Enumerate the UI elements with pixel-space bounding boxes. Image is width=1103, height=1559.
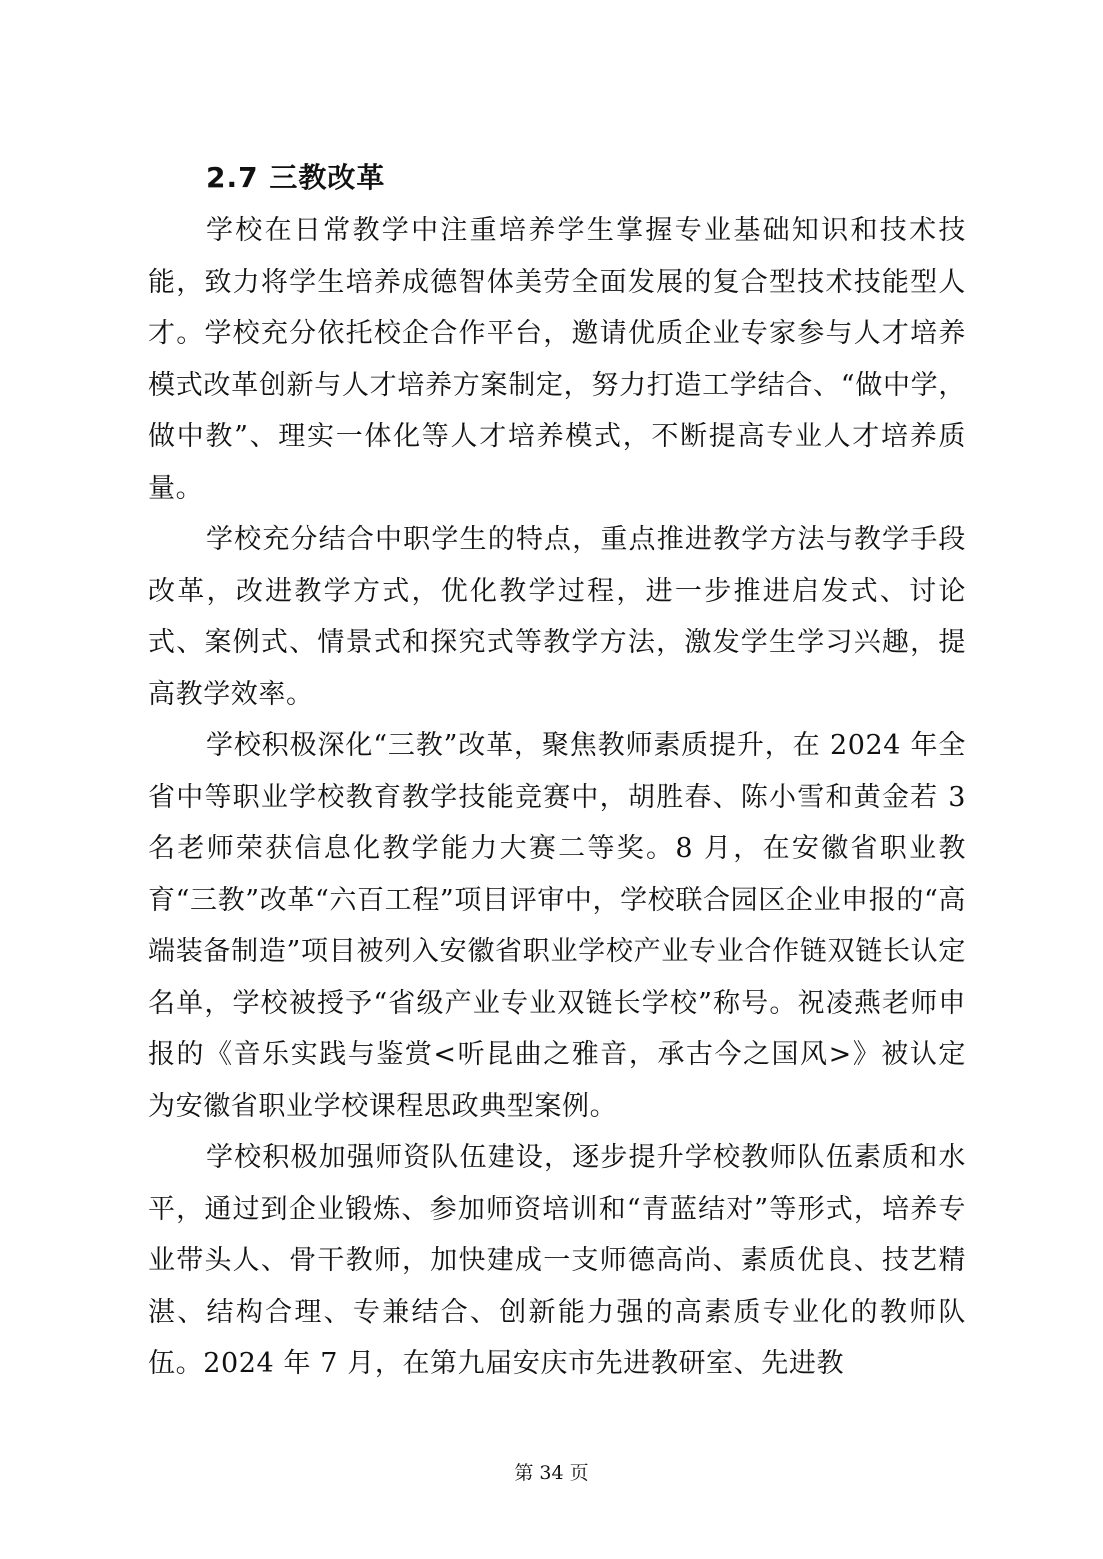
page-number: 第 34 页 bbox=[514, 1462, 589, 1484]
page-content bbox=[148, 155, 966, 1390]
paragraph-1: 学校在日常教学中注重培养学生掌握专业基础知识和技术技能，致力将学生培养成德智体美劳全面发展的复合型技术技能型人才。学校充分依托校企合作平台，邀请优质企业专家参与人才培养模式改革创新与人才培养方案制定，努力打造工学结合、“做中学，做中教”、理实一体化等人才培养模式，不断提高专业人才培养质量。 bbox=[148, 215, 966, 504]
section-heading: 2.7 三教改革 bbox=[206, 161, 386, 194]
paragraph-2: 学校充分结合中职学生的特点，重点推进教学方法与教学手段改革，改进教学方式，优化教学过程，进一步推进启发式、讨论式、案例式、情景式和探究式等教学方法，激发学生学习兴趣，提高教学效率。 bbox=[148, 524, 966, 710]
paragraph-4: 学校积极加强师资队伍建设，逐步提升学校教师队伍素质和水平，通过到企业锻炼、参加师资培训和“青蓝结对”等形式，培养专业带头人、骨干教师，加快建成一支师德高尚、素质优良、技艺精湛、结构合理、专兼结合、创新能力强的高素质专业化的教师队伍。2024 年 7 月，在第九届安庆市先进教研室、先进教 bbox=[148, 1142, 966, 1379]
paragraph-3: 学校积极深化“三教”改革，聚焦教师素质提升，在 2024 年全省中等职业学校教育教学技能竞赛中，胡胜春、陈小雪和黄金若 3 名老师荣获信息化教学能力大赛二等奖。8 月，在安徽省职业教育“三教”改革“六百工程”项目评审中，学校联合园区企业申报的“高端装备制造”项目被列入安徽省职业学校产业专业合作链双链长认定名单，学校被授予“省级产业专业双链长学校”称号。祝凌燕老师申报的《音乐实践与鉴赏<听昆曲之雅音，承古今之国风>》被认定为安徽省职业学校课程思政典型案例。 bbox=[148, 730, 966, 1122]
